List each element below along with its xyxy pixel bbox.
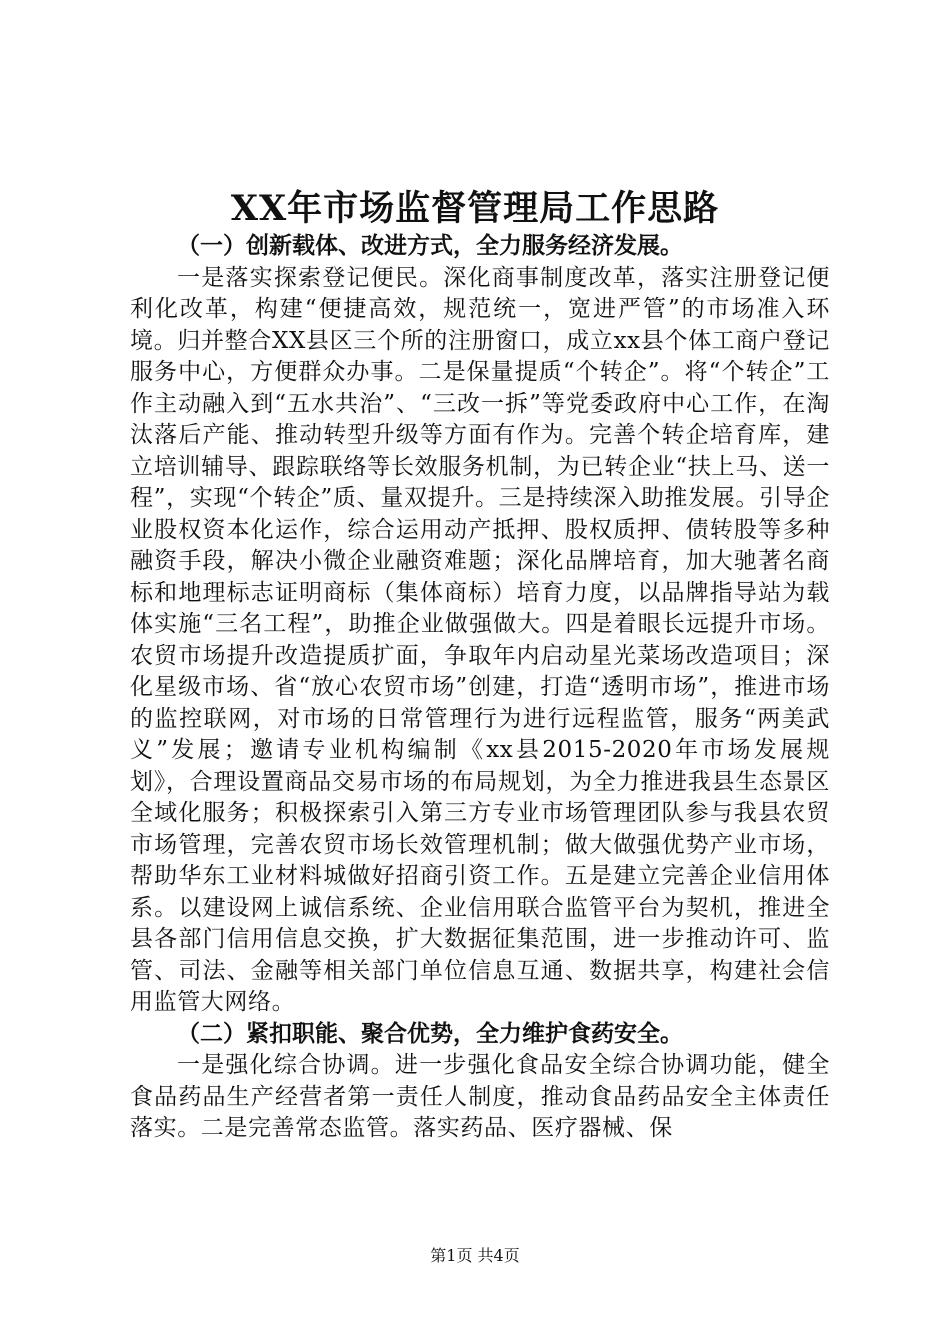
document-title: XX年市场监督管理局工作思路 — [230, 188, 720, 229]
page-footer: 第1页 共4页 — [430, 1246, 520, 1265]
section-heading-1: （一）创新载体、改进方式，全力服务经济发展。 — [177, 233, 683, 259]
section-heading-2: （二）紧扣职能、聚合优势，全力维护食药安全。 — [177, 1020, 683, 1047]
section-paragraph-2: 一是强化综合协调。进一步强化食品安全综合协调功能，健全食品药品生产经营者第一责任人制度，推动食品药品安全主体责任落实。二是完善常态监管。落实药品、医疗器械、保 — [130, 1052, 830, 1141]
document-body — [130, 231, 830, 1145]
section-paragraph-1: 一是落实探索登记便民。深化商事制度改革，落实注册登记便利化改革，构建“便捷高效，规范统一，宽进严管”的市场准入环境。归并整合XX县区三个所的注册窗口，成立xx县个体工商户登记服务中心，方便群众办事。二是保量提质“个转企”。将“个转企”工作主动融入到“五水共治”、“三改一拆”等党委政府中心工作，在淘汰落后产能、推动转型升级等方面有作为。完善个转企培育库，建立培训辅导、跟踪联络等长效服务机制，为已转企业“扶上马、送一程”，实现“个转企”质、量双提升。三是持续深入助推发展。引导企业股权资本化运作，综合运用动产抵押、股权质押、债转股等多种融资手段，解决小微企业融资难题；深化品牌培育，加大驰著名商标和地理标志证明商标（集体商标）培育力度，以品牌指导站为载体实施“三名工程”，助推企业做强做大。四是着眼长远提升市场。农贸市场提升改造提质扩面，争取年内启动星光菜场改造项目；深化星级市场、省“放心农贸市场”创建，打造“透明市场”，推进市场的监控联网，对市场的日常管理行为进行远程监管，服务“两美武义”发展；邀请专业机构编制《xx县2015-2020年市场发展规划》，合理设置商品交易市场的布局规划，为全力推进我县生态景区全域化服务；积极探索引入第三方专业市场管理团队参与我县农贸市场管理，完善农贸市场长效管理机制；做大做强优势产业市场，帮助华东工业材料城做好招商引资工作。五是建立完善企业信用体系。以建设网上诚信系统、企业信用联合监管平台为契机，推进全县各部门信用信息交换，扩大数据征集范围，进一步推动许可、监管、司法、金融等相关部门单位信息互通、数据共享，构建社会信用监管大网络。 — [130, 264, 830, 1015]
